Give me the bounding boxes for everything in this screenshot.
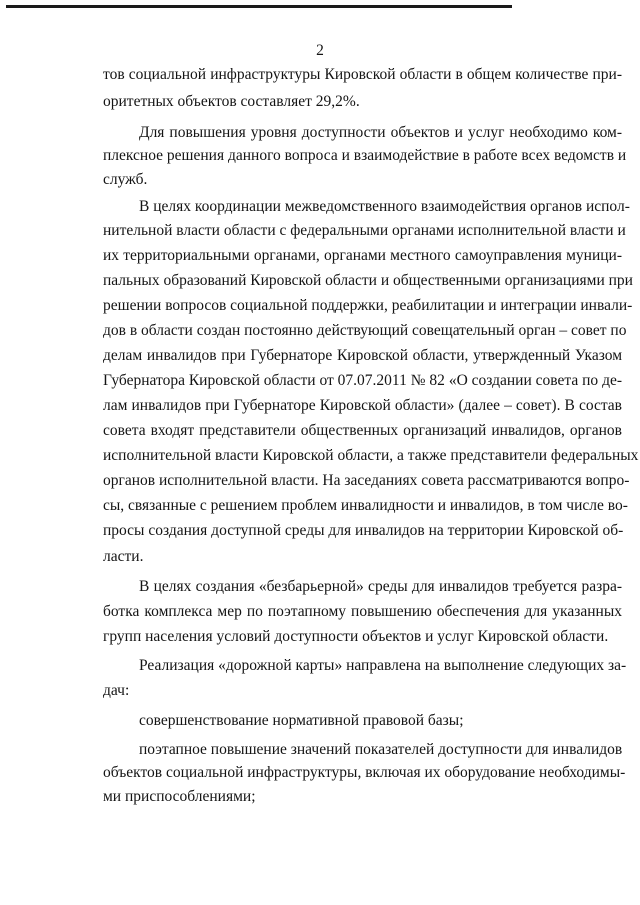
- text-line: В целях координации межведомственного взаимодействия органов испол-: [139, 198, 630, 215]
- text-line: В целях создания «безбарьерной» среды для инвалидов требуется разра-: [139, 578, 622, 595]
- text-line: ми приспособлениями;: [103, 788, 256, 805]
- text-line: сы, связанные с решением проблем инвалидности и инвалидов, в том числе во-: [103, 497, 628, 514]
- text-line: совета входят представители общественных организаций инвалидов, органов: [103, 422, 622, 439]
- text-line: пальных образований Кировской области и общественными организациями при: [103, 272, 633, 289]
- text-line: Для повышения уровня доступности объектов и услуг необходимо ком-: [139, 124, 622, 141]
- page-number: 2: [316, 42, 324, 59]
- text-line: решении вопросов социальной поддержки, реабилитации и интеграции инвали-: [103, 297, 633, 314]
- text-line: оритетных объектов составляет 29,2%.: [103, 93, 360, 110]
- text-line: служб.: [103, 171, 148, 188]
- text-line: объектов социальной инфраструктуры, включая их оборудование необходимы-: [103, 764, 626, 781]
- top-border-line: [6, 5, 512, 8]
- text-line: нительной власти области с федеральными органами исполнительной власти и: [103, 222, 626, 239]
- text-line: групп населения условий доступности объектов и услуг Кировской области.: [103, 628, 609, 645]
- text-line: совершенствование нормативной правовой базы;: [139, 712, 464, 729]
- text-line: поэтапное повышение значений показателей доступности для инвалидов: [139, 741, 623, 758]
- text-line: плексное решения данного вопроса и взаимодействие в работе всех ведомств и: [103, 147, 627, 164]
- text-line: лам инвалидов при Губернаторе Кировской области» (далее – совет). В состав: [103, 397, 622, 414]
- text-line: тов социальной инфраструктуры Кировской области в общем количестве при-: [103, 66, 622, 83]
- text-line: дач:: [103, 682, 130, 699]
- text-line: делам инвалидов при Губернаторе Кировской области, утвержденный Указом: [103, 347, 622, 364]
- text-line: исполнительной власти Кировской области, а также представители федеральных: [103, 447, 639, 464]
- text-line: органов исполнительной власти. На заседаниях совета рассматриваются вопро-: [103, 472, 630, 489]
- text-line: просы создания доступной среды для инвалидов на территории Кировской об-: [103, 522, 624, 539]
- text-line: дов в области создан постоянно действующий совещательный орган – совет по: [103, 322, 627, 339]
- text-line: ласти.: [103, 548, 144, 565]
- text-line: Реализация «дорожной карты» направлена на выполнение следующих за-: [139, 657, 627, 674]
- text-line: ботка комплекса мер по поэтапному повышению обеспечения для указанных: [103, 603, 622, 620]
- text-line: их территориальными органами, органами местного самоуправления муници-: [103, 247, 622, 264]
- text-line: Губернатора Кировской области от 07.07.2011 № 82 «О создании совета по де-: [103, 372, 622, 389]
